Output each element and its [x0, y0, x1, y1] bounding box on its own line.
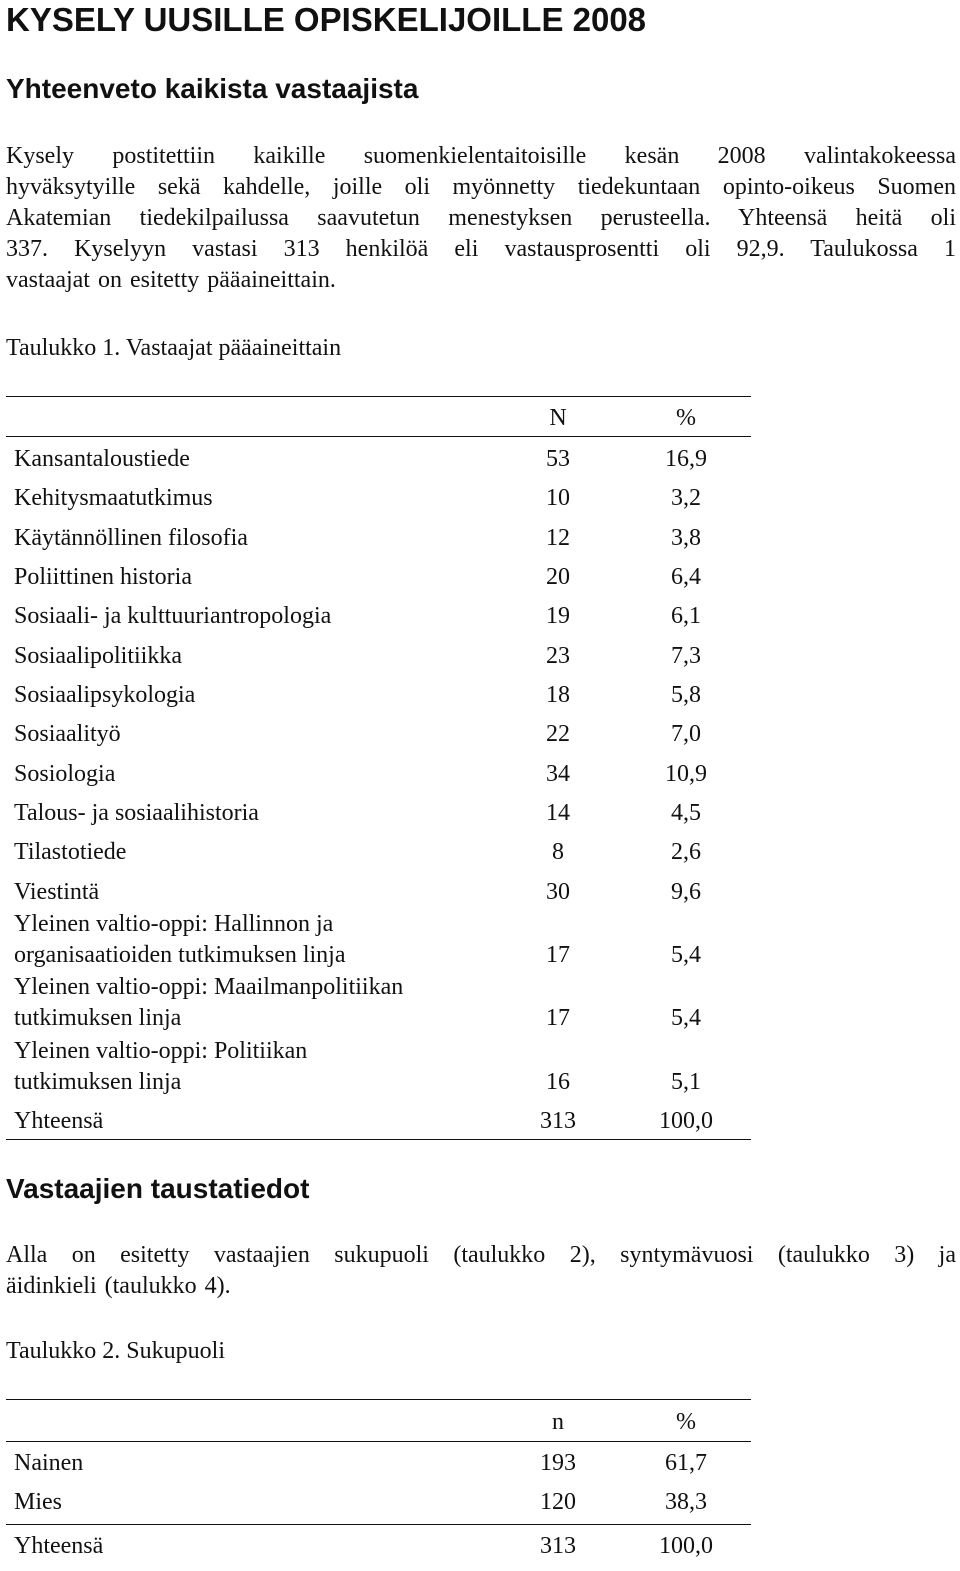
- row-label-line1: Yleinen valtio-oppi: Hallinnon ja: [14, 911, 334, 937]
- row-label: Sosiaalityö: [14, 721, 121, 747]
- row-n: 10: [546, 485, 570, 511]
- table1-caption: Taulukko 1. Vastaajat pääaineittain: [6, 335, 342, 361]
- row-n: 16: [546, 1069, 570, 1095]
- total-label: Yhteensä: [14, 1108, 104, 1134]
- table2-caption: Taulukko 2. Sukupuoli: [6, 1338, 225, 1364]
- row-label: Kehitysmaatutkimus: [14, 485, 213, 511]
- background-paragraph: [6, 1240, 956, 1302]
- row-label: Sosiaali- ja kulttuuriantropologia: [14, 603, 332, 629]
- row-n: 14: [546, 800, 570, 826]
- row-percent: 5,8: [671, 682, 701, 708]
- row-percent: 3,2: [671, 485, 701, 511]
- row-percent: 38,3: [665, 1489, 707, 1515]
- row-label: Käytännöllinen filosofia: [14, 525, 248, 551]
- row-label-line1: Yleinen valtio-oppi: Politiikan: [14, 1038, 308, 1064]
- table2: [6, 1399, 751, 1569]
- row-label: Sosiaalipsykologia: [14, 682, 196, 708]
- row-n: 17: [546, 942, 570, 968]
- row-percent: 6,1: [671, 603, 701, 629]
- row-label-line2: organisaatioiden tutkimuksen linja: [14, 942, 346, 968]
- summary-line: Akatemian tiedekilpailussa saavutetun menestyksen perusteella. Yhteensä heitä oli: [6, 205, 956, 231]
- table-rule-total: [6, 1524, 751, 1525]
- page-title: KYSELY UUSILLE OPISKELIJOILLE 2008: [6, 1, 647, 38]
- row-percent: 9,6: [671, 879, 701, 905]
- row-percent: 5,4: [671, 1005, 701, 1031]
- row-label: Nainen: [14, 1450, 84, 1476]
- table-rule-top: [6, 1399, 751, 1400]
- row-label: Mies: [14, 1489, 62, 1515]
- summary-line: 337. Kyselyyn vastasi 313 henkilöä eli vastausprosentti oli 92,9. Taulukossa 1: [6, 236, 956, 262]
- summary-line: vastaajat on esitetty pääaineittain.: [6, 267, 336, 293]
- row-n: 20: [546, 564, 570, 590]
- total-n: 313: [540, 1108, 576, 1134]
- row-n: 120: [540, 1489, 576, 1515]
- row-percent: 2,6: [671, 839, 701, 865]
- background-line: äidinkieli (taulukko 4).: [6, 1273, 231, 1299]
- row-n: 34: [546, 761, 570, 787]
- summary-line: hyväksytyille sekä kahdelle, joille oli myönnetty tiedekuntaan opinto-oikeus Suomen: [6, 174, 956, 200]
- row-label: Kansantaloustiede: [14, 446, 190, 472]
- row-percent: 5,4: [671, 942, 701, 968]
- table-rule-header: [6, 1441, 751, 1442]
- section-heading-background: Vastaajien taustatiedot: [6, 1173, 310, 1204]
- row-percent: 6,4: [671, 564, 701, 590]
- row-percent: 4,5: [671, 800, 701, 826]
- total-n: 313: [540, 1533, 576, 1559]
- row-label: Tilastotiede: [14, 839, 127, 865]
- summary-paragraph: [6, 141, 956, 296]
- row-label: Viestintä: [14, 879, 100, 905]
- row-n: 18: [546, 682, 570, 708]
- column-header-n: N: [549, 405, 567, 431]
- row-percent: 7,0: [671, 721, 701, 747]
- row-label-line2: tutkimuksen linja: [14, 1005, 182, 1031]
- row-label-line2: tutkimuksen linja: [14, 1069, 182, 1095]
- column-header-percent: %: [676, 1409, 696, 1435]
- row-n: 30: [546, 879, 570, 905]
- row-percent: 7,3: [671, 643, 701, 669]
- row-n: 19: [546, 603, 570, 629]
- row-percent: 10,9: [665, 761, 707, 787]
- row-n: 8: [552, 839, 564, 865]
- row-n: 17: [546, 1005, 570, 1031]
- total-percent: 100,0: [659, 1108, 713, 1134]
- column-header-n: n: [552, 1409, 564, 1435]
- row-label: Sosiologia: [14, 761, 116, 787]
- total-percent: 100,0: [659, 1533, 713, 1559]
- section-heading-summary: Yhteenveto kaikista vastaajista: [6, 73, 419, 104]
- row-percent: 61,7: [665, 1450, 707, 1476]
- row-n: 193: [540, 1450, 576, 1476]
- row-n: 53: [546, 446, 570, 472]
- row-n: 22: [546, 721, 570, 747]
- row-n: 12: [546, 525, 570, 551]
- row-label: Poliittinen historia: [14, 564, 192, 590]
- summary-line: Kysely postitettiin kaikille suomenkielentaitoisille kesän 2008 valintakokeessa: [6, 143, 956, 169]
- row-label: Sosiaalipolitiikka: [14, 643, 182, 669]
- total-label: Yhteensä: [14, 1533, 104, 1559]
- table-rule-header: [6, 436, 751, 437]
- row-percent: 5,1: [671, 1069, 701, 1095]
- row-percent: 16,9: [665, 446, 707, 472]
- row-label: Talous- ja sosiaalihistoria: [14, 800, 259, 826]
- row-n: 23: [546, 643, 570, 669]
- table-rule-top: [6, 396, 751, 397]
- table-rule-bottom: [6, 1139, 751, 1140]
- background-line: Alla on esitetty vastaajien sukupuoli (taulukko 2), syntymävuosi (taulukko 3) ja: [6, 1242, 956, 1268]
- column-header-percent: %: [676, 405, 696, 431]
- row-label-line1: Yleinen valtio-oppi: Maailmanpolitiikan: [14, 974, 404, 1000]
- row-percent: 3,8: [671, 525, 701, 551]
- table1: [6, 396, 751, 1141]
